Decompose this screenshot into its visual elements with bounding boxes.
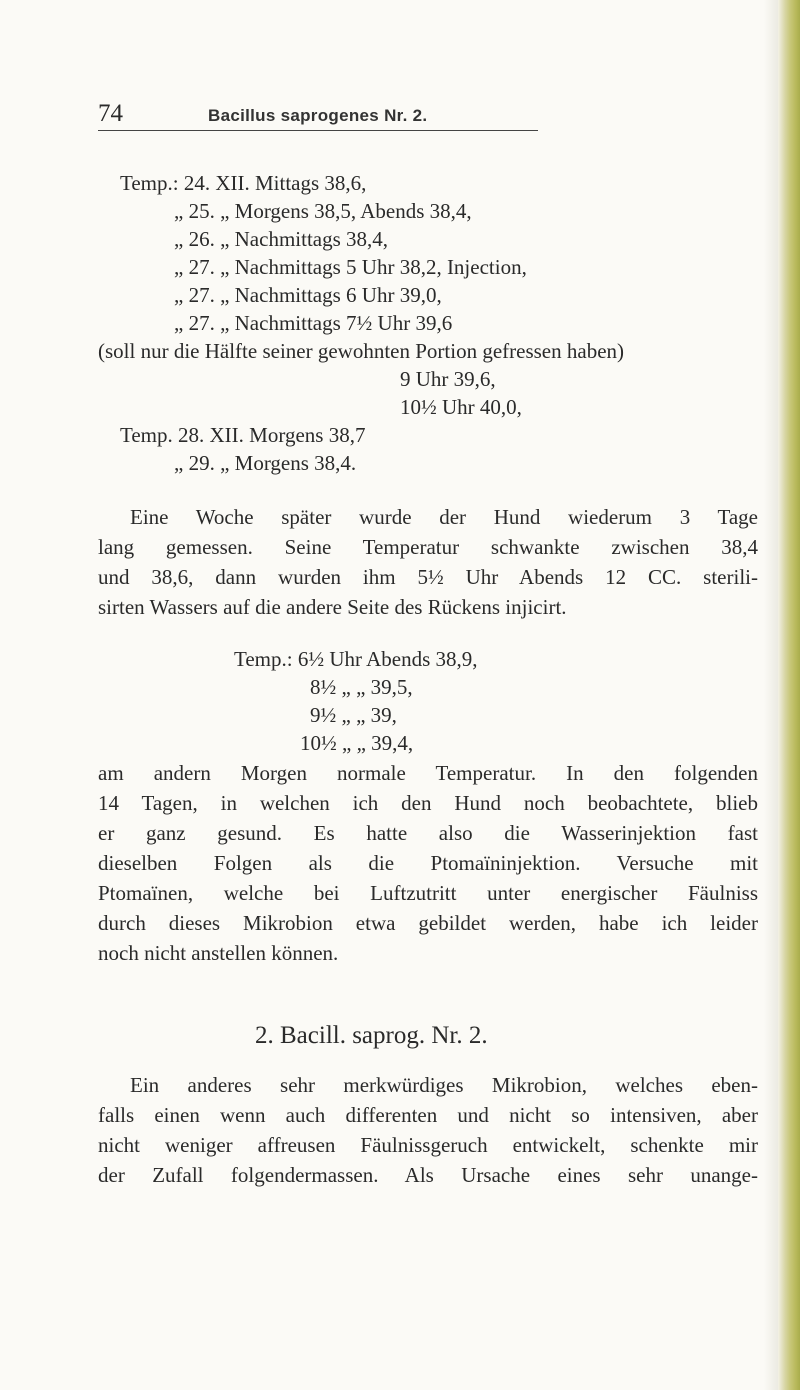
paragraph-line: Ptomaïnen, welche bei Luftzutritt unter energischer Fäulniss	[98, 881, 758, 905]
temp-line: „ 29. „ Morgens 38,4.	[174, 451, 357, 475]
paragraph-line: dieselben Folgen als die Ptomaïninjektion. Versuche mit	[98, 851, 758, 875]
temp-line: 10½ Uhr 40,0,	[400, 395, 522, 419]
temp-line: „ 25. „ Morgens 38,5, Abends 38,4,	[174, 199, 472, 223]
paragraph-line: lang gemessen. Seine Temperatur schwankte zwischen 38,4	[98, 535, 758, 559]
paragraph-line: Ein anderes sehr merkwürdiges Mikrobion, welches eben-	[130, 1073, 758, 1097]
temp-line: „ 27. „ Nachmittags 5 Uhr 38,2, Injection,	[174, 255, 527, 279]
paragraph-line: sirten Wassers auf die andere Seite des Rückens injicirt.	[98, 595, 567, 619]
page-header	[98, 100, 538, 134]
temp-line: Temp. 28. XII. Morgens 38,7	[120, 423, 366, 447]
page-number: 74	[98, 100, 123, 127]
paragraph-line: noch nicht anstellen können.	[98, 941, 339, 965]
temp-line: „ 26. „ Nachmittags 38,4,	[174, 227, 389, 251]
temp-line: „ 27. „ Nachmittags 6 Uhr 39,0,	[174, 283, 442, 307]
temp-line: Temp.: 6½ Uhr Abends 38,9,	[234, 647, 478, 671]
header-rule	[98, 130, 538, 131]
running-title: Bacillus saprogenes Nr. 2.	[208, 106, 428, 125]
paragraph-line: am andern Morgen normale Temperatur. In den folgenden	[98, 761, 758, 785]
paragraph-line: Eine Woche später wurde der Hund wiederum 3 Tage	[130, 505, 758, 529]
temp-line: 10½ „ „ 39,4,	[300, 731, 414, 755]
paragraph-line: 14 Tagen, in welchen ich den Hund noch beobachtete, blieb	[98, 791, 758, 815]
temp-line: 9½ „ „ 39,	[310, 703, 397, 727]
paragraph-line: er ganz gesund. Es hatte also die Wasserinjektion fast	[98, 821, 758, 845]
temp-line: 9 Uhr 39,6,	[400, 367, 496, 391]
paragraph-line: nicht weniger affreusen Fäulnissgeruch entwickelt, schenkte mir	[98, 1133, 758, 1157]
temp-line: 8½ „ „ 39,5,	[310, 675, 413, 699]
temp-note: (soll nur die Hälfte seiner gewohnten Portion gefressen haben)	[98, 339, 625, 363]
book-spine-edge	[778, 0, 800, 1390]
paragraph-line: durch dieses Mikrobion etwa gebildet werden, habe ich leider	[98, 911, 758, 935]
paragraph-line: falls einen wenn auch differenten und nicht so intensiven, aber	[98, 1103, 758, 1127]
paragraph-line: und 38,6, dann wurden ihm 5½ Uhr Abends 12 CC. sterili-	[98, 565, 758, 589]
temp-line: Temp.: 24. XII. Mittags 38,6,	[120, 171, 367, 195]
temp-line: „ 27. „ Nachmittags 7½ Uhr 39,6	[174, 311, 453, 335]
page-gutter-shadow	[764, 0, 778, 1390]
paragraph-line: der Zufall folgendermassen. Als Ursache eines sehr unange-	[98, 1163, 758, 1187]
section-title: 2. Bacill. saprog. Nr. 2.	[255, 1022, 488, 1049]
